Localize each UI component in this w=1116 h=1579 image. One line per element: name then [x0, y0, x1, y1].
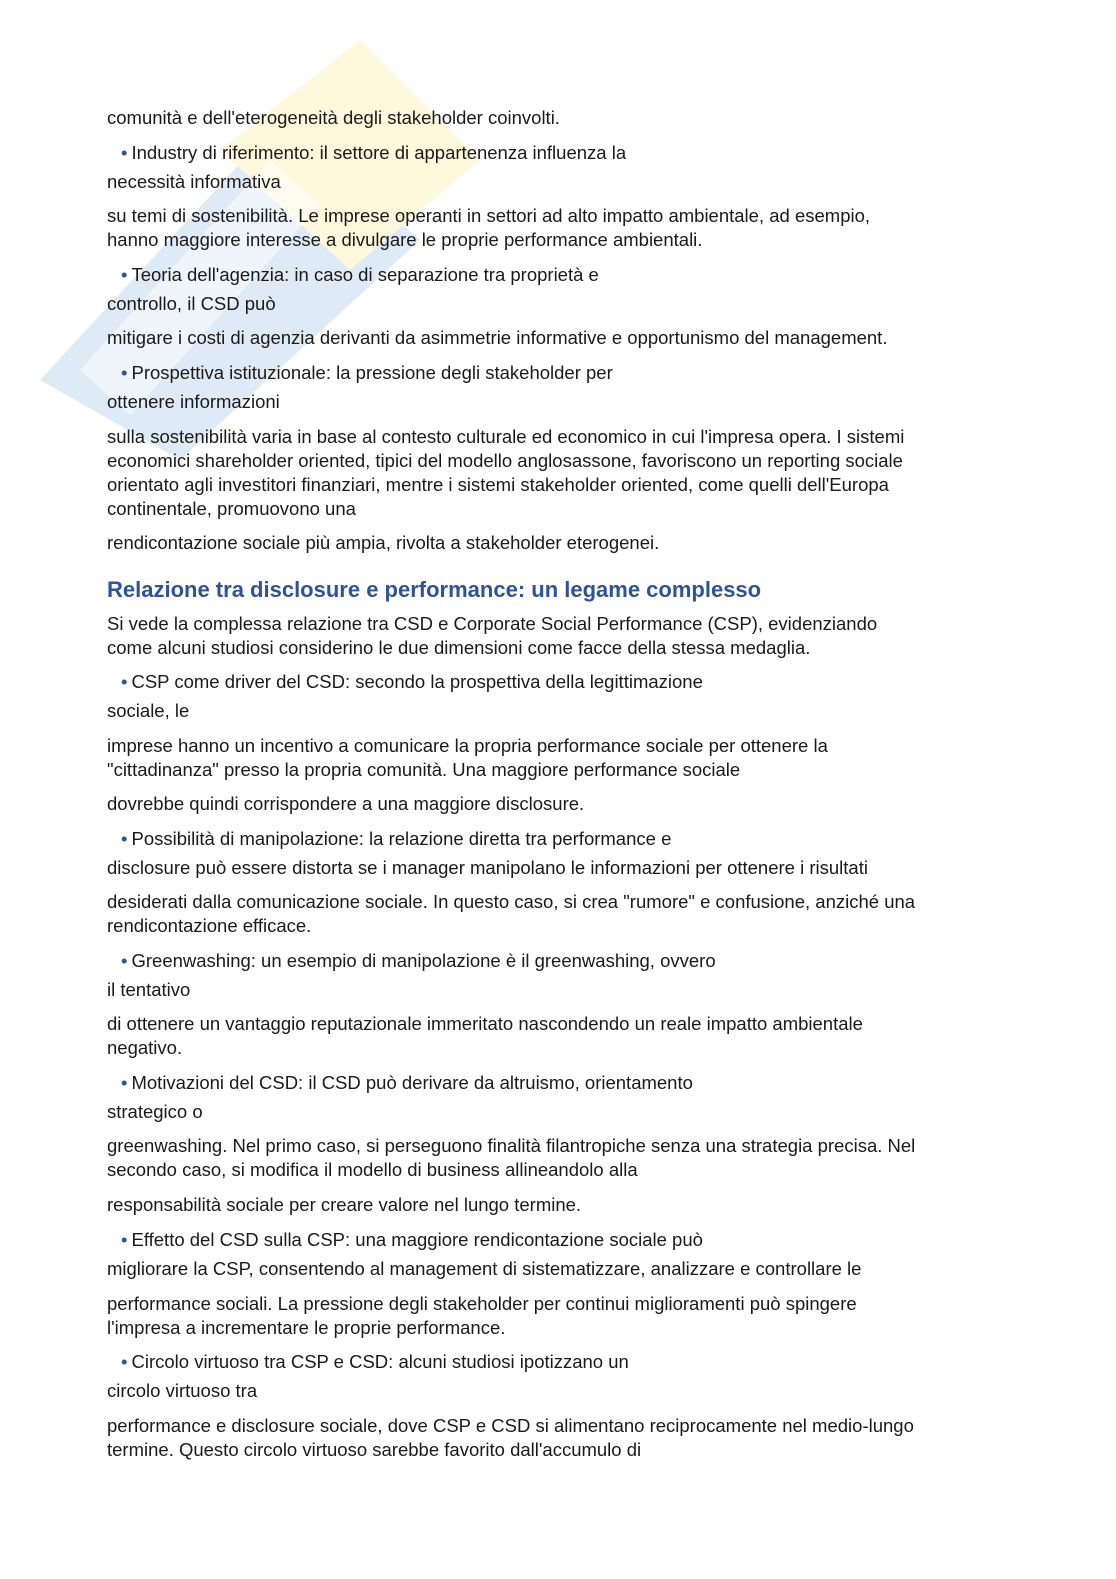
bullet-icon: • — [121, 1072, 128, 1093]
paragraph: sociale, le — [107, 700, 190, 721]
bullet-text: Prospettiva istituzionale: la pressione degli stakeholder per — [131, 362, 613, 383]
paragraph: di ottenere un vantaggio reputazionale immeritato nascondendo un reale impatto ambientale negativo. — [107, 1013, 863, 1058]
paragraph: responsabilità sociale per creare valore nel lungo termine. — [107, 1194, 582, 1215]
paragraph: desiderati dalla comunicazione sociale. In questo caso, si crea "rumore" e confusione, anziché una rendicontazione efficace. — [107, 891, 916, 936]
paragraph: circolo virtuoso tra — [107, 1380, 258, 1401]
paragraph: imprese hanno un incentivo a comunicare la propria performance sociale per ottenere la "cittadinanza" presso la propria comunità. Una maggiore performance sociale — [107, 735, 828, 780]
bullet-icon: • — [121, 671, 128, 692]
paragraph: controllo, il CSD può — [107, 293, 276, 314]
bullet-text: Motivazioni del CSD: il CSD può derivare da altruismo, orientamento — [131, 1072, 693, 1093]
bullet-text: Possibilità di manipolazione: la relazione diretta tra performance e — [131, 828, 672, 849]
bullet-item — [121, 1071, 1021, 1095]
bullet-item — [121, 670, 1021, 694]
paragraph: dovrebbe quindi corrispondere a una maggiore disclosure. — [107, 793, 585, 814]
bullet-icon: • — [121, 142, 128, 163]
paragraph: ottenere informazioni — [107, 391, 280, 412]
bullet-text: Industry di riferimento: il settore di appartenenza influenza la — [131, 142, 627, 163]
bullet-icon: • — [121, 828, 128, 849]
bullet-text: Circolo virtuoso tra CSP e CSD: alcuni studiosi ipotizzano un — [131, 1351, 629, 1372]
bullet-icon: • — [121, 950, 128, 971]
paragraph: rendicontazione sociale più ampia, rivolta a stakeholder eterogenei. — [107, 532, 660, 553]
paragraph: strategico o — [107, 1101, 203, 1122]
paragraph: il tentativo — [107, 979, 191, 1000]
section-heading: Relazione tra disclosure e performance: un legame complesso — [107, 577, 762, 602]
bullet-text: CSP come driver del CSD: secondo la prospettiva della legittimazione — [131, 671, 703, 692]
bullet-text: Teoria dell'agenzia: in caso di separazione tra proprietà e — [131, 264, 599, 285]
paragraph: greenwashing. Nel primo caso, si perseguono finalità filantropiche senza una strategia precisa. Nel secondo caso, si modifica il modello di business allineandolo alla — [107, 1135, 916, 1180]
paragraph: disclosure può essere distorta se i manager manipolano le informazioni per ottenere i risultati — [107, 857, 868, 878]
bullet-item — [121, 141, 1021, 165]
paragraph: performance sociali. La pressione degli stakeholder per continui miglioramenti può spingere l'impresa a incrementare le proprie performance. — [107, 1293, 857, 1338]
paragraph: su temi di sostenibilità. Le imprese operanti in settori ad alto impatto ambientale, ad esempio, hanno maggiore interesse a divulgare le proprie performance ambientali. — [107, 205, 871, 250]
bullet-text: Effetto del CSD sulla CSP: una maggiore rendicontazione sociale può — [131, 1229, 703, 1250]
paragraph: performance e disclosure sociale, dove CSP e CSD si alimentano reciprocamente nel medio-lungo termine. Questo circolo virtuoso sarebbe favorito dall'accumulo di — [107, 1415, 914, 1460]
bullet-item — [121, 949, 1021, 973]
bullet-item — [121, 263, 1021, 287]
bullet-item — [121, 1228, 1021, 1252]
paragraph: necessità informativa — [107, 171, 281, 192]
bullet-icon: • — [121, 264, 128, 285]
bullet-icon: • — [121, 1229, 128, 1250]
paragraph: Si vede la complessa relazione tra CSD e Corporate Social Performance (CSP), evidenziando come alcuni studiosi considerino le due dimensioni come facce della stessa medaglia. — [107, 613, 878, 658]
paragraph: comunità e dell'eterogeneità degli stakeholder coinvolti. — [107, 107, 560, 128]
bullet-item — [121, 827, 1021, 851]
bullet-item — [121, 1350, 1021, 1374]
paragraph: mitigare i costi di agenzia derivanti da asimmetrie informative e opportunismo del management. — [107, 327, 888, 348]
paragraph: migliorare la CSP, consentendo al management di sistematizzare, analizzare e controllare le — [107, 1258, 862, 1279]
bullet-icon: • — [121, 1351, 128, 1372]
bullet-text: Greenwashing: un esempio di manipolazione è il greenwashing, ovvero — [131, 950, 716, 971]
bullet-icon: • — [121, 362, 128, 383]
paragraph: sulla sostenibilità varia in base al contesto culturale ed economico in cui l'impresa opera. I sistemi economici shareholder oriented, tipici del modello anglosassone, favoriscono un reporting sociale orientato agli investitori finanziari, mentre i sistemi stakeholder oriented, come quelli dell'Europa continentale, promuovono una — [107, 426, 905, 519]
bullet-item — [121, 361, 1021, 385]
